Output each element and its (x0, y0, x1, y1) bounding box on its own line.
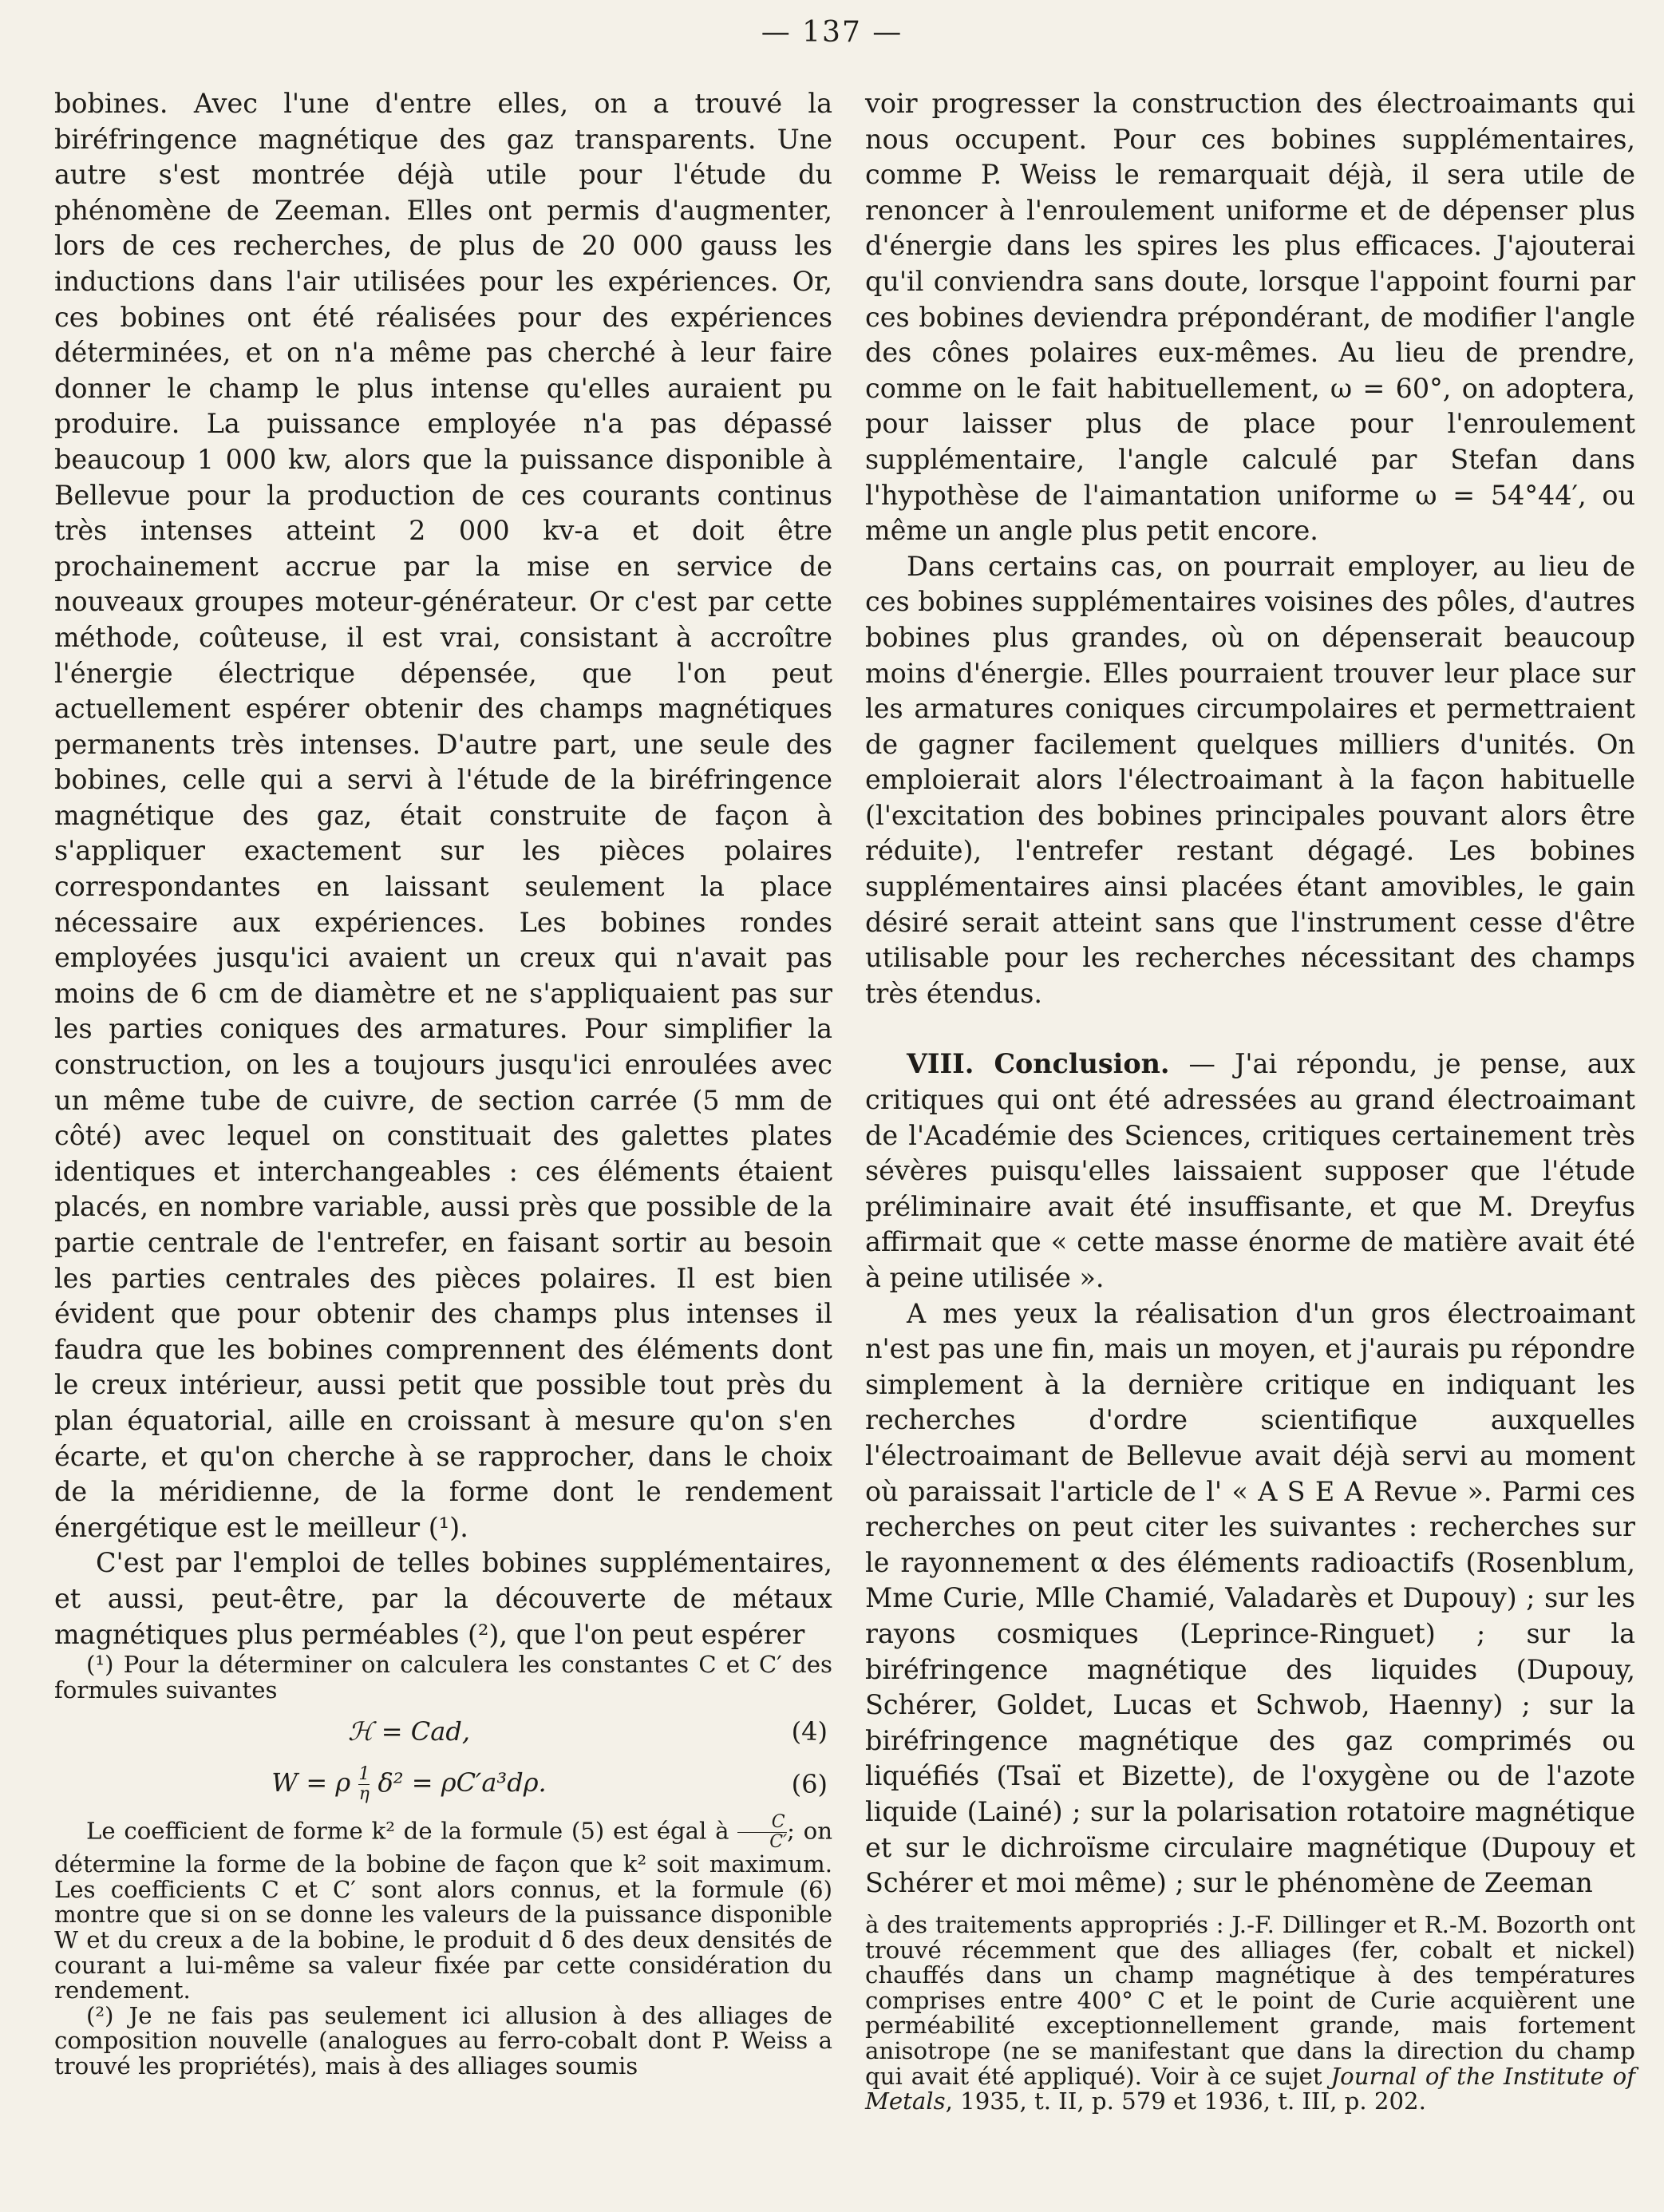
left-body-text (54, 86, 832, 1652)
conclusion-text: — J'ai répondu, je pense, aux critiques qui ont été adressées au grand électroaimant de l'Académie des Sciences, critiques certainement très sévères puisqu'elles laissaient supposer que l'étude préliminaire avait été insuffisante, et que M. Dreyfus affirmait que « cette masse énorme de matière avait été à peine utilisée ». (865, 1048, 1635, 1293)
formula-6-number: (6) (791, 1769, 828, 1800)
fraction-denominator: C′ (737, 1832, 787, 1852)
footnote-continued-text: à des traitements appropriés : J.-F. Dillinger et R.-M. Bozorth ont trouvé récemment que des alliages (fer, cobalt et nickel) chauffés dans un champ magnétique à des températures comprises entre 400° C et le point de Curie acquièrent une perméabilité exceptionnellement grande, mais fortement anisotrope (ne se manifestant que dans la direction du champ qui avait été appliqué). Voir à ce sujet (865, 1911, 1635, 2090)
paragraph: Dans certains cas, on pourrait employer, au lieu de ces bobines supplémentaires voisines des pôles, d'autres bobines plus grandes, où on dépenserait beaucoup moins d'énergie. Elles pourraient trouver leur place sur les armatures coniques circumpolaires et permettraient de gagner facilement quelques milliers d'unités. On emploierait alors l'électroaimant à la façon habituelle (l'excitation des bobines principales pouvant alors être réduite), l'entrefer restant dégagé. Les bobines supplémentaires ainsi placées étant amovibles, le gain désiré serait atteint sans que l'instrument cesse d'être utilisable pour les recherches nécessitant des champs très étendus. (865, 550, 1635, 1009)
footnote-2-continued (865, 1913, 1635, 2115)
paragraph: C'est par l'emploi de telles bobines supplémentaires, et aussi, peut-être, par la découverte de métaux magnétiques plus perméables (²), que l'on peut espérer (54, 1547, 832, 1650)
formula-6-expression (54, 1765, 764, 1804)
formula-4-expression: ℋ = Cad, (348, 1716, 470, 1747)
conclusion-paragraph (865, 1047, 1635, 1296)
formula-6 (54, 1760, 832, 1808)
footnote-1-fraction (737, 1813, 787, 1852)
footnotes-right (865, 1913, 1635, 2115)
paragraph: voir progresser la construction des électroaimants qui nous occupent. Pour ces bobines supplémentaires, comme P. Weiss le remarquait déjà, il sera utile de renoncer à l'enroulement uniforme et de dépenser plus d'énergie dans les spires les plus efficaces. J'ajouterai qu'il conviendra sans doute, lorsque l'appoint fourni par ces bobines deviendra prépondérant, de modifier l'angle des cônes polaires eux-mêmes. Au lieu de prendre, comme on le fait habituellement, ω = 60°, on adoptera, pour laisser plus de place pour l'enroulement supplémentaire, l'angle calculé par Stefan dans l'hypothèse de l'aimantation uniforme ω = 54°44′, ou même un angle plus petit encore. (865, 88, 1635, 547)
right-column (865, 86, 1635, 2115)
formula-4-number: (4) (791, 1716, 828, 1747)
left-column (54, 86, 833, 2079)
footnote-1-body (54, 1813, 832, 2004)
footnote-1-intro: (¹) Pour la déterminer on calculera les constantes C et C′ des formules suivantes (54, 1651, 832, 1704)
footnote-2: (²) Je ne fais pas seulement ici allusion à des alliages de composition nouvelle (analogues au ferro-cobalt dont P. Weiss a trouvé les propriétés), mais à des alliages soumis (54, 2001, 832, 2079)
footnotes-left (54, 1652, 832, 2079)
journal-title: Journal of the Institute of Metals (865, 2062, 1635, 2115)
formula-6-fraction (358, 1765, 370, 1804)
right-body-text (865, 86, 1635, 1901)
footnote-1-body-start: Le coefficient de forme k² de la formule (5) est égal à (86, 1817, 729, 1845)
formula-4 (54, 1707, 832, 1755)
fraction-numerator: C (771, 1812, 785, 1833)
formula-6-lhs: W = ρ (271, 1767, 351, 1798)
footnote-reference-tail: , 1935, t. II, p. 579 et 1936, t. III, p. 202. (945, 2087, 1426, 2115)
fraction-denominator: η (358, 1783, 370, 1804)
paragraph: A mes yeux la réalisation d'un gros électroaimant n'est pas une fin, mais un moyen, et j'aurais pu répondre simplement à la dernière critique en indiquant les recherches d'ordre scientifique auxquelles l'électroaimant de Bellevue avait déjà servi au moment où paraissait l'article de l' « A S E A Revue ». Parmi ces recherches on peut citer les suivantes : recherches sur le rayonnement α des éléments radioactifs (Rosenblum, Mme Curie, Mlle Chamié, Valadarès et Dupouy) ; sur les rayons cosmiques (Leprince-Ringuet) ; sur la biréfringence magnétique des liquides (Dupouy, Schérer, Goldet, Lucas et Schwob, Haenny) ; sur la biréfringence magnétique des gaz comprimés ou liquéfiés (Tsaï et Bizette), de l'oxygène ou de l'azote liquide (Lainé) ; sur la polarisation rotatoire magnétique et sur le dichroïsme circulaire magnétique (Dupouy et Schérer et moi même) ; sur le phénomène de Zeeman (865, 1297, 1635, 1899)
formula-6-rhs: δ² = ρC′a³dρ. (377, 1767, 547, 1798)
fraction-numerator: 1 (358, 1763, 370, 1784)
paragraph: bobines. Avec l'une d'entre elles, on a trouvé la biréfringence magnétique des gaz transparents. Une autre s'est montrée déjà utile pour l'étude du phénomène de Zeeman. Elles ont permis d'augmenter, lors de ces recherches, de plus de 20 000 gauss les inductions dans l'air utilisées pour les expériences. Or, ces bobines ont été réalisées pour des expériences déterminées, et on n'a même pas cherché à leur faire donner le champ le plus intense qu'elles auraient pu produire. La puissance employée n'a pas dépassé beaucoup 1 000 kw, alors que la puissance disponible à Bellevue pour la production de ces courants continus très intenses atteint 2 000 kv-a et doit être prochainement accrue par la mise en service de nouveaux groupes moteur-générateur. Or c'est par cette méthode, coûteuse, il est vrai, consistant à accroître l'énergie électrique dépensée, que l'on peut actuellement espérer obtenir des champs magnétiques permanents très intenses. D'autre part, une seule des bobines, celle qui a servi à l'étude de la biréfringence magnétique des gaz, était construite de façon à s'appliquer exactement sur les pièces polaires correspondantes en laissant seulement la place nécessaire aux expériences. Les bobines rondes employées jusqu'ici avaient un creux qui n'avait pas moins de 6 cm de diamètre et ne s'appliquaient pas sur les parties coniques des armatures. Pour simplifier la construction, on les a toujours jusqu'ici enroulées avec un même tube de cuivre, de section carrée (5 mm de côté) avec lequel on constituait des galettes plates identiques et interchangeables : ces éléments étaient placés, en nombre variable, aussi près que possible de la partie centrale de l'entrefer, en faisant sortir au besoin les parties centrales des pièces polaires. Il est bien évident que pour obtenir des champs plus intenses il faudra que les bobines comprennent des éléments dont le creux intérieur, aussi petit que possible tout près du plan équatorial, aille en croissant à mesure qu'on s'en écarte, et qu'on cherche à se rapprocher, dans le choix de la méridienne, de la forme dont le rendement énergétique est le meilleur (¹). (54, 88, 832, 1543)
conclusion-heading: VIII. Conclusion. (907, 1048, 1170, 1080)
footnote-1-body-rest: ; on détermine la forme de la bobine de façon que k² soit maximum. Les coefficients C et C′ sont alors connus, et la formule (6) montre que si on se donne les valeurs de la puissance disponible W et du creux a de la bobine, le produit d δ des deux densités de courant a lui-même sa valeur fixée par cette considération du rendement. (54, 1817, 833, 2004)
page-number: — 137 — (761, 16, 903, 49)
